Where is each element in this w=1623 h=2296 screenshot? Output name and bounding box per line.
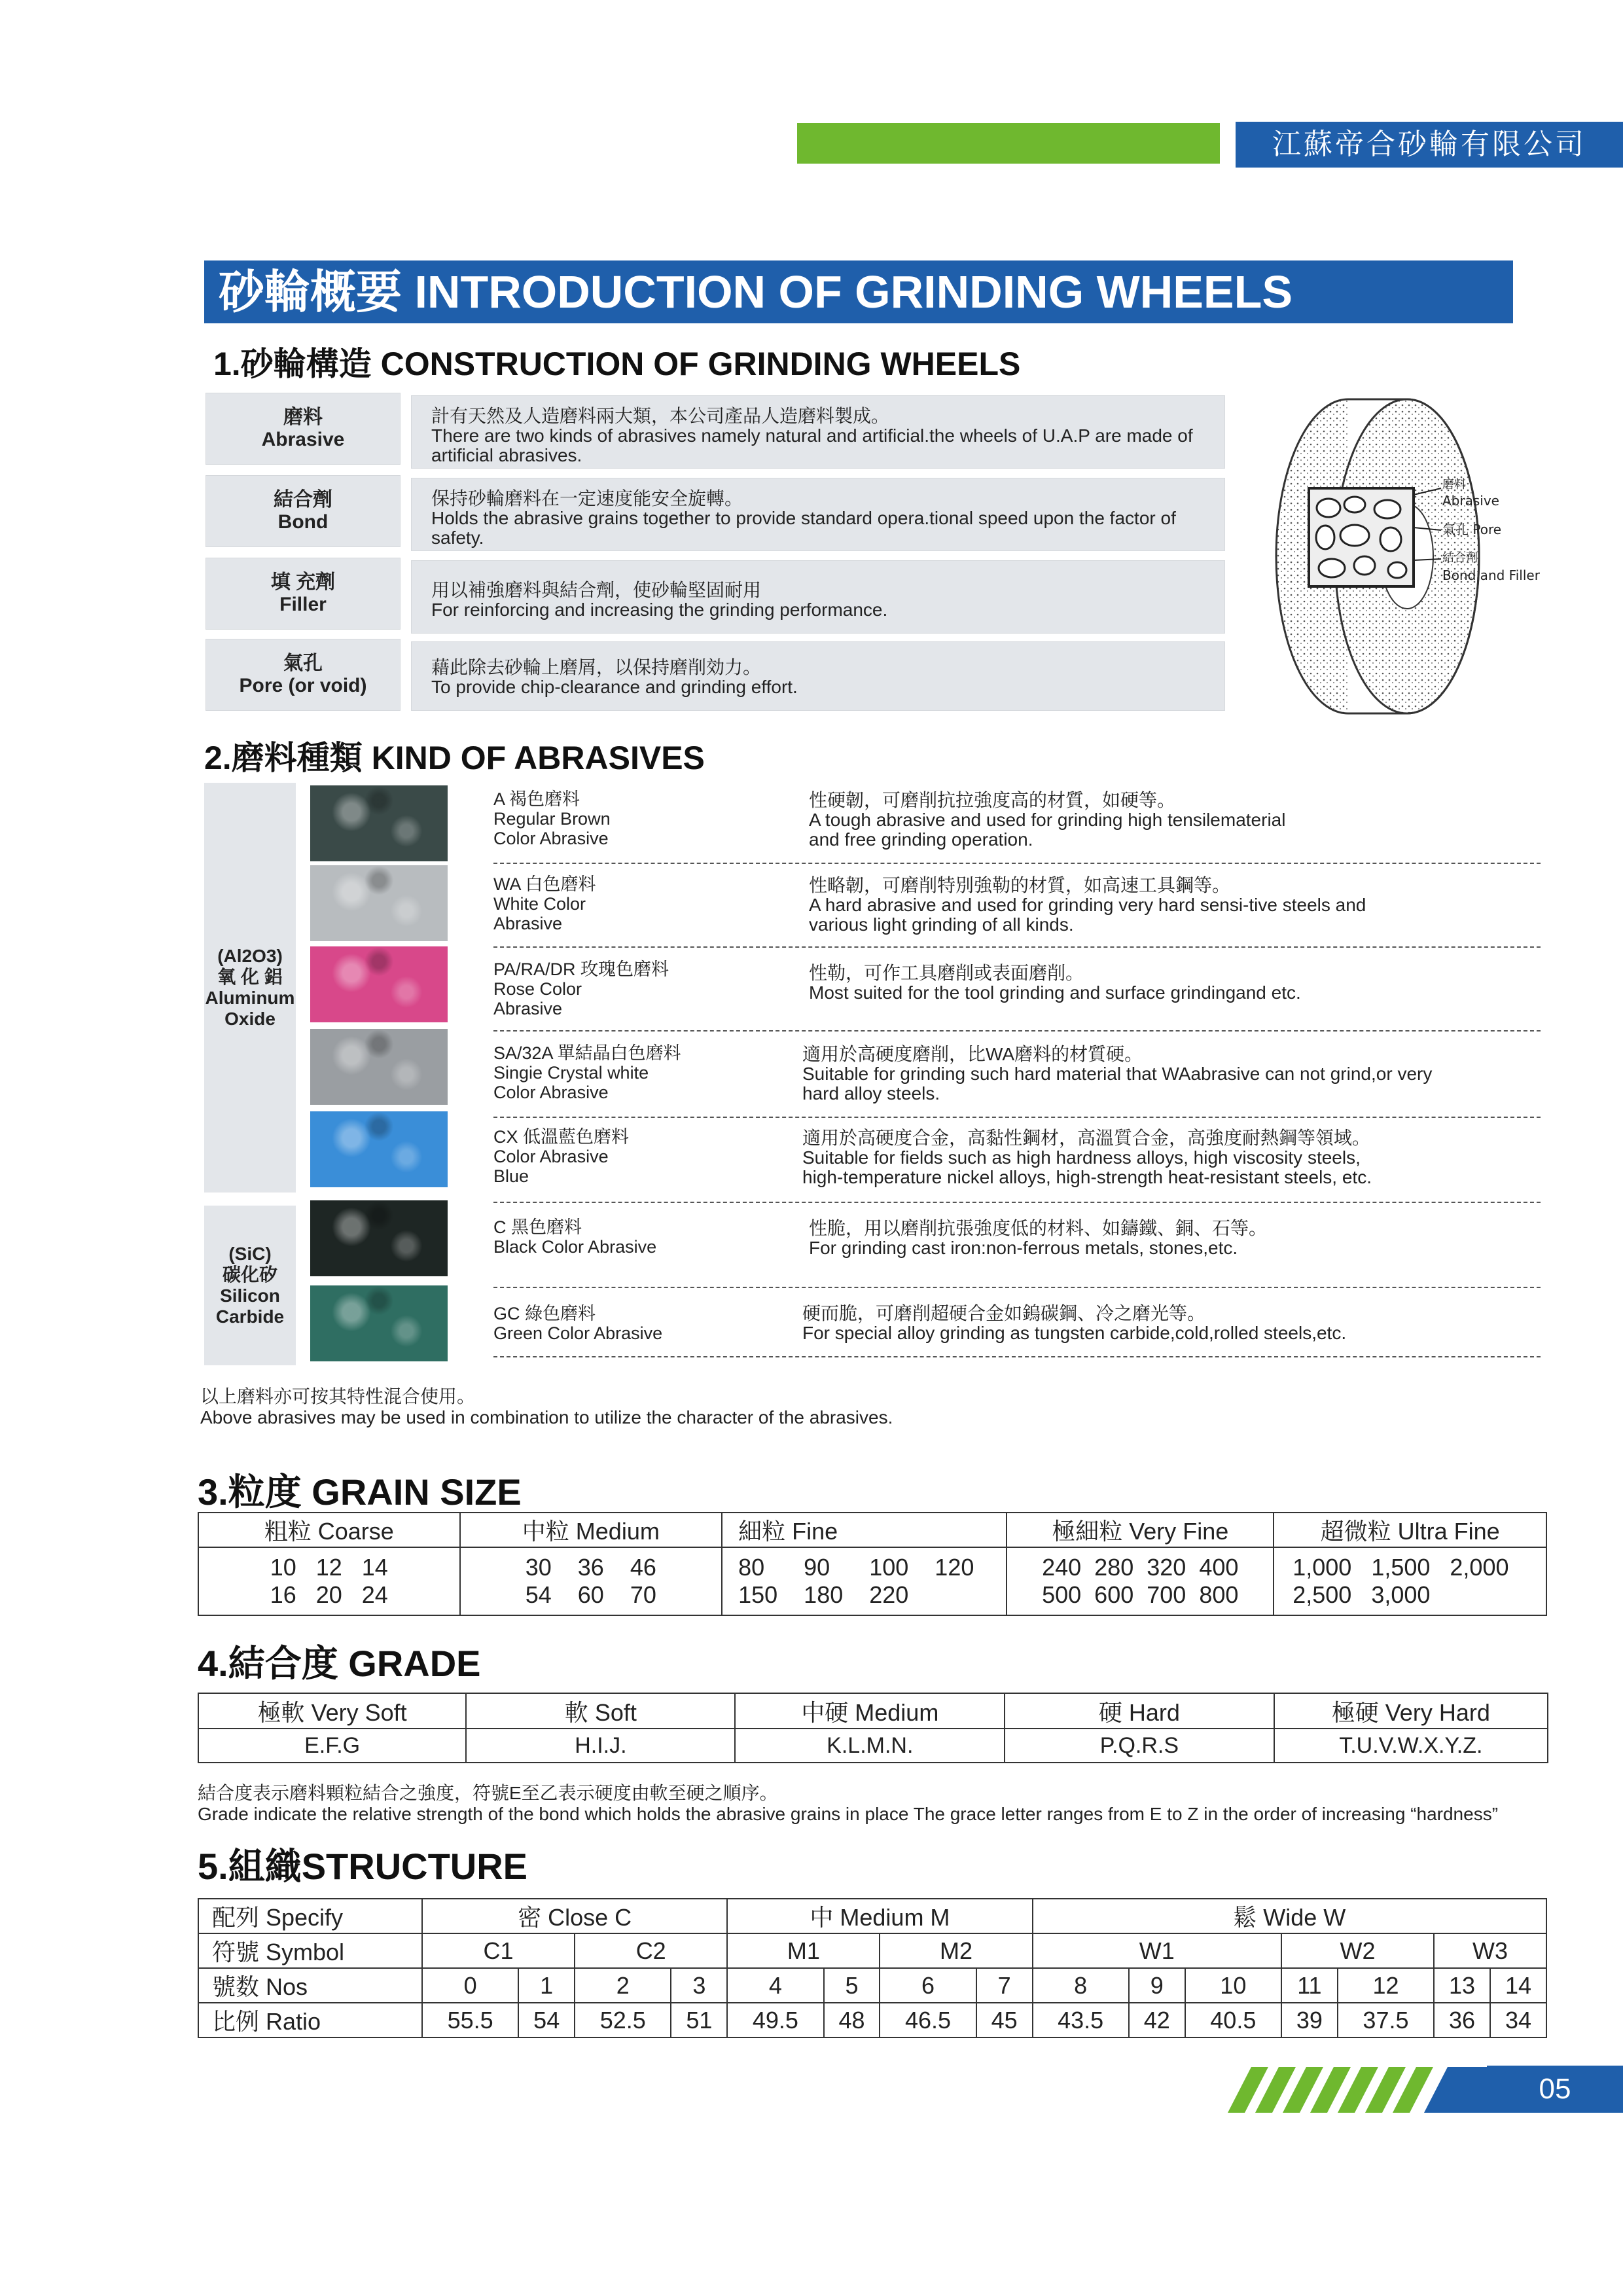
abrasive-name-en: Black Color Abrasive xyxy=(493,1237,657,1257)
structure-ratio: 42 xyxy=(1129,2003,1185,2037)
structure-symbol: W3 xyxy=(1434,1933,1546,1968)
structure-ratio: 52.5 xyxy=(575,2003,671,2037)
abrasive-name-en: Color Abrasive xyxy=(493,829,609,848)
header-green-bar xyxy=(797,123,1220,164)
abrasive-desc-en: Most suited for the tool grinding and surface grindingand etc. xyxy=(809,982,1301,1003)
row-label-en: Pore (or void) xyxy=(239,675,367,696)
structure-ratio: 54 xyxy=(518,2003,575,2037)
dashed-divider xyxy=(493,1356,1541,1357)
page-number: 05 xyxy=(1487,2066,1623,2113)
group-label-line: Silicon xyxy=(220,1285,280,1306)
structure-nos: 5 xyxy=(824,1968,880,2003)
abrasive-name-en: Singie Crystal white xyxy=(493,1063,649,1083)
structure-symbol: M2 xyxy=(880,1933,1032,1968)
abrasive-desc-zh: 硬而脆，可磨削超硬合金如鎢碳鋼、冷之磨光等。 xyxy=(802,1303,1206,1323)
abrasive-name-en: Rose Color xyxy=(493,979,582,999)
abrasive-swatch xyxy=(310,1029,448,1105)
structure-heading: 5.組織STRUCTURE xyxy=(198,1846,528,1887)
abrasive-name: C 黑色磨料 xyxy=(493,1217,582,1237)
group-label-line: Oxide xyxy=(224,1009,276,1029)
structure-table xyxy=(198,1898,1547,2038)
abrasive-name: A 褐色磨料 xyxy=(493,789,580,809)
note-en: Grade indicate the relative strength of the bond which holds the abrasive grains in place The grace letter ranges from E to Z in the order of increasing “hardness” xyxy=(198,1804,1499,1824)
structure-ratio: 45 xyxy=(976,2003,1033,2037)
group-label-line: 碳化矽 xyxy=(222,1265,277,1285)
row-label-zh: 磨料 xyxy=(283,406,323,428)
row-desc-zh: 藉此除去砂輪上磨屑，以保持磨削効力。 xyxy=(431,657,762,677)
row-desc-en: To provide chip-clearance and grinding effort. xyxy=(431,677,798,697)
abrasive-desc-zh: 性勒，可作工具磨削或表面磨削。 xyxy=(809,963,1084,983)
structure-nos: 4 xyxy=(727,1968,823,2003)
structure-row-label: 符號 Symbol xyxy=(198,1933,422,1968)
grade-header: 硬 Hard xyxy=(1005,1693,1274,1729)
dashed-divider xyxy=(493,1030,1541,1031)
grain-values: 16 20 24 xyxy=(270,1581,388,1608)
abrasive-name-en: Color Abrasive xyxy=(493,1147,609,1166)
abrasive-desc-en: For grinding cast iron:non-ferrous metals, stones,etc. xyxy=(809,1238,1238,1258)
abrasive-desc-en: For special alloy grinding as tungsten carbide,cold,rolled steels,etc. xyxy=(802,1323,1347,1343)
structure-ratio: 49.5 xyxy=(727,2003,823,2037)
abrasive-swatch xyxy=(310,1111,448,1187)
grade-value: K.L.M.N. xyxy=(735,1729,1005,1763)
row-desc-zh: 計有天然及人造磨料兩大類，本公司產品人造磨料製成。 xyxy=(431,406,890,426)
grade-value: P.Q.R.S xyxy=(1005,1729,1274,1763)
grain-values: 150 180 220 xyxy=(738,1581,909,1608)
abrasive-desc-zh: 性硬韌，可磨削抗拉強度高的材質，如硬等。 xyxy=(809,790,1176,810)
grain-header: 超微粒 Ultra Fine xyxy=(1274,1513,1546,1547)
abrasive-name-en: White Color xyxy=(493,894,586,914)
structure-row-label: 號数 Nos xyxy=(198,1968,422,2003)
abrasive-desc-zh: 性脆，用以磨削抗張強度低的材料、如鑄鐵、銅、石等。 xyxy=(809,1218,1268,1238)
note-en: Above abrasives may be used in combination to utilize the character of the abrasives. xyxy=(200,1407,893,1427)
abrasive-swatch xyxy=(310,865,448,941)
grain-values: 54 60 70 xyxy=(525,1581,656,1608)
grain-values: 240 280 320 400 xyxy=(1042,1554,1239,1581)
structure-nos: 11 xyxy=(1281,1968,1338,2003)
grade-header: 極硬 Very Hard xyxy=(1274,1693,1548,1729)
abrasive-name-en: Color Abrasive xyxy=(493,1083,609,1102)
abrasives-heading: 2.磨料種類 KIND OF ABRASIVES xyxy=(204,740,705,776)
row-label-zh: 填 充劑 xyxy=(270,571,336,593)
structure-nos: 14 xyxy=(1490,1968,1546,2003)
abrasive-name-en: Regular Brown xyxy=(493,809,611,829)
abrasive-swatch xyxy=(310,1200,448,1276)
abrasive-desc-en: Suitable for fields such as high hardness alloys, high viscosity steels, xyxy=(802,1147,1361,1168)
dashed-divider xyxy=(493,1202,1541,1203)
row-label-zh: 結合劑 xyxy=(274,489,332,511)
structure-nos: 9 xyxy=(1129,1968,1185,2003)
structure-nos: 10 xyxy=(1185,1968,1281,2003)
row-desc-en: There are two kinds of abrasives namely natural and artificial.the wheels of U.A.P are made of artificial abrasives. xyxy=(431,425,1193,465)
abrasive-name: SA/32A 單結晶白色磨料 xyxy=(493,1043,681,1063)
row-label-en: Filler xyxy=(279,594,327,615)
structure-ratio: 46.5 xyxy=(880,2003,976,2037)
structure-ratio: 36 xyxy=(1434,2003,1490,2037)
abrasive-desc-en: A tough abrasive and used for grinding high tensilematerial xyxy=(809,810,1286,830)
group-label-line: Carbide xyxy=(215,1306,285,1327)
grade-note xyxy=(198,1783,1605,1825)
group-aluminum-oxide xyxy=(204,783,296,1193)
structure-nos: 7 xyxy=(976,1968,1033,2003)
structure-nos: 6 xyxy=(880,1968,976,2003)
grain-values: 30 36 46 xyxy=(525,1554,656,1581)
grade-heading: 4.結合度 GRADE xyxy=(198,1643,481,1684)
group-label-line: Aluminum xyxy=(205,988,295,1008)
structure-ratio: 34 xyxy=(1490,2003,1546,2037)
grinding-wheel-diagram xyxy=(1263,390,1577,730)
abrasive-desc-en: various light grinding of all kinds. xyxy=(809,914,1074,935)
grade-header: 極軟 Very Soft xyxy=(198,1693,466,1729)
row-desc-en: Holds the abrasive grains together to provide standard opera.tional speed upon the factor of safety. xyxy=(431,508,1176,548)
abrasive-desc-en: and free grinding operation. xyxy=(809,829,1033,850)
structure-ratio: 43.5 xyxy=(1033,2003,1129,2037)
abrasive-swatch xyxy=(310,785,448,861)
grain-values: 1,000 1,500 2,000 xyxy=(1293,1554,1509,1581)
grain-header: 細粒 Fine xyxy=(722,1513,1007,1547)
diagram-label-abrasive-zh: 磨料 xyxy=(1442,478,1466,492)
structure-nos: 13 xyxy=(1434,1968,1490,2003)
grain-values: 10 12 14 xyxy=(270,1554,388,1581)
structure-symbol: C2 xyxy=(575,1933,727,1968)
dashed-divider xyxy=(493,946,1541,948)
abrasive-name-en: Abrasive xyxy=(493,999,563,1018)
structure-specify: 密 Close C xyxy=(422,1899,727,1933)
dashed-divider xyxy=(493,1287,1541,1288)
group-label-line: (SiC) xyxy=(228,1244,272,1264)
diagram-label-pore: 氣孔 Pore xyxy=(1442,522,1502,537)
diagram-label-bond-zh: 結合劑 xyxy=(1442,551,1478,565)
abrasive-name-en: Blue xyxy=(493,1166,529,1186)
row-label-zh: 氣孔 xyxy=(283,653,323,674)
abrasive-name: PA/RA/DR 玫瑰色磨料 xyxy=(493,960,669,979)
structure-ratio: 39 xyxy=(1281,2003,1338,2037)
structure-ratio: 48 xyxy=(824,2003,880,2037)
abrasive-desc-zh: 性略韌，可磨削特別強勒的材質，如高速工具鋼等。 xyxy=(809,875,1231,895)
abrasive-name: WA 白色磨料 xyxy=(493,874,596,894)
abrasive-desc-zh: 適用於高硬度合金，高黏性鋼材，高溫質合金，高強度耐熱鋼等領域。 xyxy=(802,1128,1371,1148)
grade-header: 軟 Soft xyxy=(466,1693,735,1729)
structure-ratio: 51 xyxy=(671,2003,727,2037)
structure-symbol: M1 xyxy=(727,1933,880,1968)
grain-header: 粗粒 Coarse xyxy=(198,1513,460,1547)
structure-nos: 2 xyxy=(575,1968,671,2003)
structure-nos: 0 xyxy=(422,1968,518,2003)
structure-nos: 8 xyxy=(1033,1968,1129,2003)
row-label-en: Abrasive xyxy=(261,429,345,450)
construction-heading: 1.砂輪構造 CONSTRUCTION OF GRINDING WHEELS xyxy=(213,346,1021,382)
structure-row-label: 配列 Specify xyxy=(198,1899,422,1933)
grain-heading: 3.粒度 GRAIN SIZE xyxy=(198,1471,522,1513)
structure-ratio: 40.5 xyxy=(1185,2003,1281,2037)
company-name: 江蘇帝合砂輪有限公司 xyxy=(1236,122,1623,168)
structure-nos: 1 xyxy=(518,1968,575,2003)
grain-values: 2,500 3,000 xyxy=(1293,1581,1431,1608)
abrasive-swatch xyxy=(310,1285,448,1361)
grade-header: 中硬 Medium xyxy=(735,1693,1005,1729)
row-desc-en: For reinforcing and increasing the grinding performance. xyxy=(431,600,888,620)
page-title: 砂輪概要 INTRODUCTION OF GRINDING WHEELS xyxy=(204,260,1513,323)
footer-stripes xyxy=(1228,2067,1487,2113)
structure-symbol: W2 xyxy=(1281,1933,1434,1968)
structure-specify: 鬆 Wide W xyxy=(1033,1899,1546,1933)
row-label-en: Bond xyxy=(277,511,329,533)
row-desc-zh: 保持砂輪磨料在一定速度能安全旋轉。 xyxy=(431,488,743,509)
abrasive-desc-en: high-temperature nickel alloys, high-strength heat-resistant steels, etc. xyxy=(802,1167,1372,1187)
structure-nos: 12 xyxy=(1338,1968,1434,2003)
note-zh: 結合度表示磨料顆粒結合之強度，符號E至乙表示硬度由軟至硬之順序。 xyxy=(198,1783,778,1803)
structure-symbol: C1 xyxy=(422,1933,575,1968)
diagram-label-abrasive-en: Abrasive xyxy=(1442,493,1499,509)
abrasive-name: GC 綠色磨料 xyxy=(493,1304,596,1323)
group-silicon-carbide xyxy=(204,1206,296,1365)
grain-header: 中粒 Medium xyxy=(460,1513,722,1547)
abrasive-desc-en: Suitable for grinding such hard material that WAabrasive can not grind,or very xyxy=(802,1064,1433,1084)
abrasive-name-en: Abrasive xyxy=(493,914,563,933)
structure-specify: 中 Medium M xyxy=(727,1899,1032,1933)
grade-value: T.U.V.W.X.Y.Z. xyxy=(1274,1729,1548,1763)
group-label-line: (Al2O3) xyxy=(217,946,283,966)
abrasive-desc-en: hard alloy steels. xyxy=(802,1083,940,1103)
grade-table xyxy=(198,1693,1548,1763)
grade-value: E.F.G xyxy=(198,1729,466,1763)
diagram-label-bond-en: Bond and Filler xyxy=(1442,567,1540,583)
structure-row-label: 比例 Ratio xyxy=(198,2003,422,2037)
row-desc-zh: 用以補強磨料與結合劑，使砂輪堅固耐用 xyxy=(431,580,762,600)
grain-size-table xyxy=(198,1512,1547,1616)
grain-values: 80 90 100 120 xyxy=(738,1554,974,1581)
structure-nos: 3 xyxy=(671,1968,727,2003)
grade-value: H.I.J. xyxy=(466,1729,735,1763)
abrasives-note xyxy=(200,1386,893,1428)
dashed-divider xyxy=(493,1117,1541,1118)
abrasive-desc-en: A hard abrasive and used for grinding very hard sensi-tive steels and xyxy=(809,895,1366,915)
abrasive-name-en: Green Color Abrasive xyxy=(493,1323,663,1343)
grain-values: 500 600 700 800 xyxy=(1042,1581,1239,1608)
structure-ratio: 37.5 xyxy=(1338,2003,1434,2037)
abrasive-desc-zh: 適用於高硬度磨削，比WA磨料的材質硬。 xyxy=(802,1044,1143,1064)
group-label-line: 氧 化 鋁 xyxy=(217,967,283,987)
abrasive-swatch xyxy=(310,946,448,1022)
note-zh: 以上磨料亦可按其特性混合使用。 xyxy=(200,1386,476,1407)
grain-header: 極細粒 Very Fine xyxy=(1007,1513,1274,1547)
abrasive-name: CX 低溫藍色磨料 xyxy=(493,1127,630,1147)
structure-symbol: W1 xyxy=(1033,1933,1281,1968)
structure-ratio: 55.5 xyxy=(422,2003,518,2037)
dashed-divider xyxy=(493,863,1541,864)
